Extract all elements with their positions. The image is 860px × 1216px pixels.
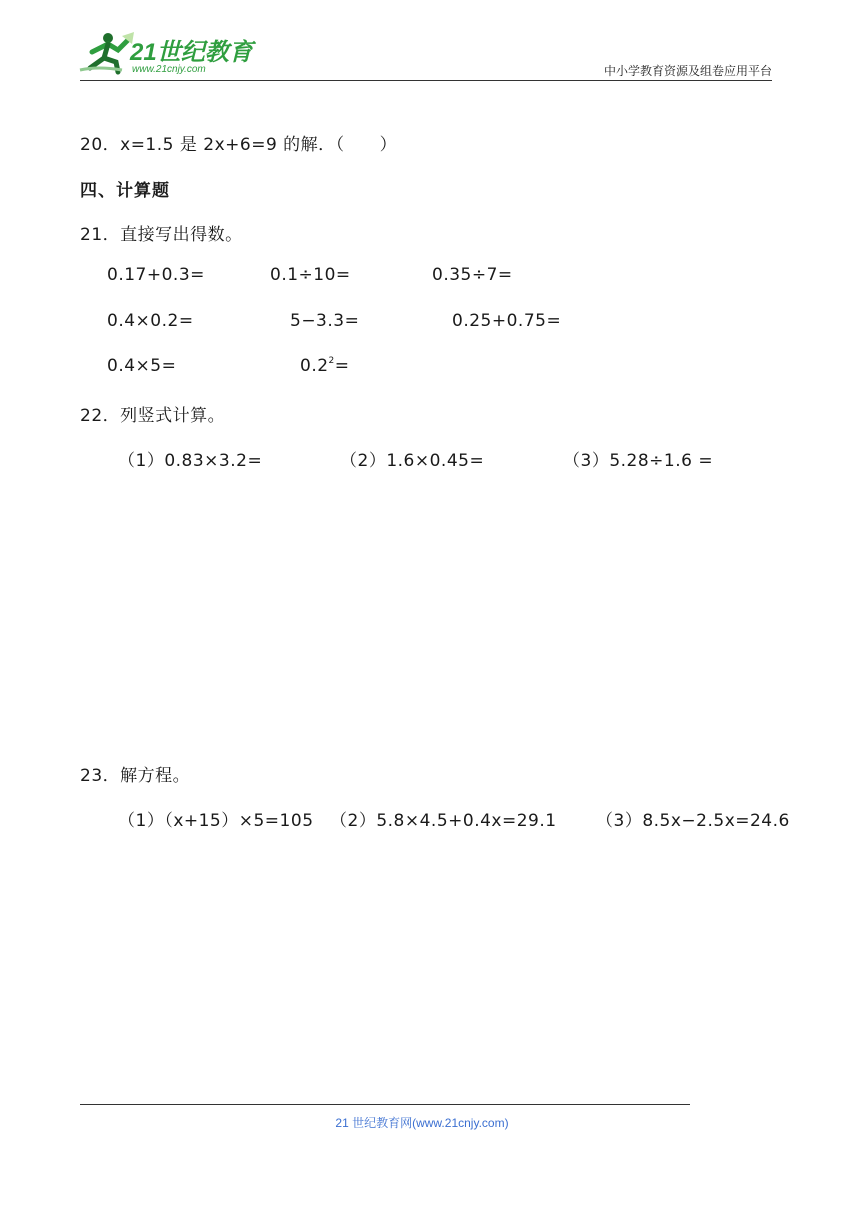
footer-divider — [80, 1104, 690, 1105]
q21-item: 0.17+0.3= — [107, 265, 205, 285]
question-23-title: 23．解方程。 — [80, 766, 191, 786]
q23-item: （2）5.8×4.5+0.4x=29.1 — [330, 811, 557, 831]
logo-main-text: 21世纪教育 — [130, 39, 253, 66]
header-divider — [80, 80, 772, 81]
header-platform-text: 中小学教育资源及组卷应用平台 — [603, 64, 772, 78]
q23-item: （1）（x+15）×5=105 — [118, 811, 314, 831]
power-equals: = — [334, 356, 350, 376]
footer-link[interactable] — [0, 1114, 860, 1131]
q21-item: 0.1÷10= — [270, 265, 351, 285]
question-21-title: 21．直接写出得数。 — [80, 225, 243, 245]
question-22-title: 22．列竖式计算。 — [80, 406, 226, 426]
footer-text: 21 世纪教育网(www.21cnjy.com) — [335, 1116, 509, 1130]
section-title: 四、计算题 — [80, 181, 170, 201]
q21-item: 0.25+0.75= — [452, 311, 562, 331]
q22-item: （2）1.6×0.45= — [340, 451, 485, 471]
q21-item: 0.4×0.2= — [107, 311, 194, 331]
power-exponent: 2 — [328, 356, 335, 366]
q21-item: 5−3.3= — [290, 311, 360, 331]
power-base: 0.2 — [300, 356, 329, 376]
q23-item: （3）8.5x−2.5x=24.6 — [596, 811, 790, 831]
q22-item: （3）5.28÷1.6 = — [563, 451, 714, 471]
logo-sub-text: www.21cnjy.com — [132, 64, 206, 75]
question-20: 20．x=1.5 是 2x+6=9 的解．（ ） — [80, 135, 398, 155]
q21-power-item — [300, 356, 350, 376]
q21-item: 0.4×5= — [107, 356, 177, 376]
q21-item: 0.35÷7= — [432, 265, 513, 285]
logo-graphic — [78, 30, 258, 76]
q22-item: （1）0.83×3.2= — [118, 451, 263, 471]
brand-logo — [78, 30, 258, 76]
